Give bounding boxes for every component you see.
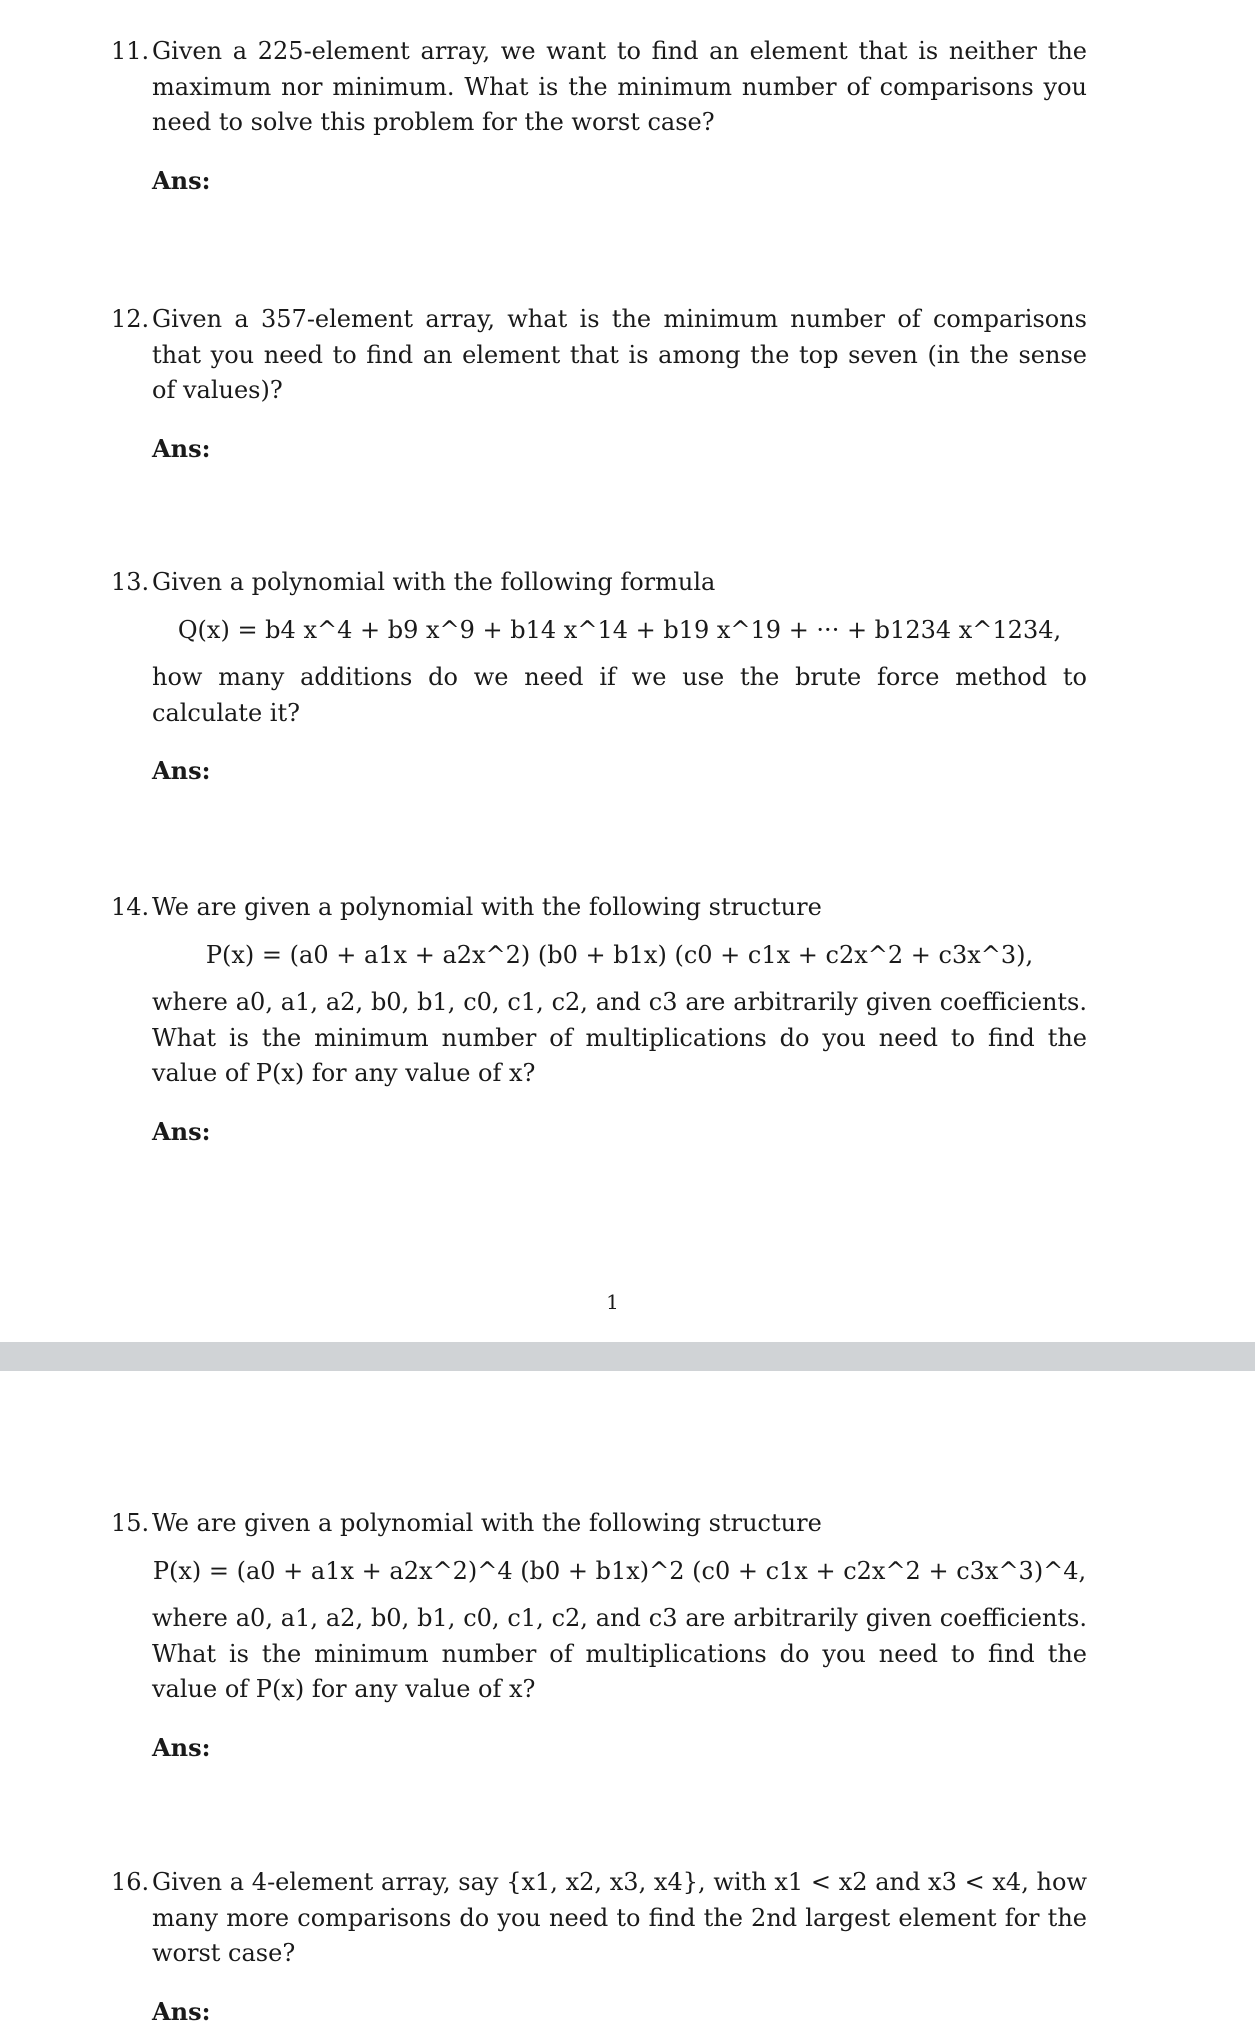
- answer-label: Ans:: [152, 165, 211, 195]
- question-text: where a0, a1, a2, b0, b1, c0, c1, c2, and c3 are arbitrarily given coefficients. What is the minimum number of multiplications do you need to find the value of P(x) for any value of x?: [152, 988, 1087, 1087]
- question-number: 13.: [111, 568, 150, 596]
- formula: Q(x) = b4 x^4 + b9 x^9 + b14 x^14 + b19 x^19 + ··· + b1234 x^1234,: [177, 615, 1062, 644]
- question-number: 14.: [111, 893, 150, 921]
- answer-label: Ans:: [152, 1732, 211, 1762]
- question-intro: We are given a polynomial with the following structure: [152, 893, 822, 921]
- answer-label: Ans:: [152, 1116, 211, 1146]
- question-11: [111, 34, 1087, 198]
- question-intro: Given a polynomial with the following formula: [152, 568, 716, 596]
- question-text: Given a 357-element array, what is the minimum number of comparisons that you need to find an element that is among the top seven (in the sense of values)?: [152, 305, 1087, 404]
- page-separator: [0, 1342, 1255, 1371]
- question-16: [111, 1865, 1087, 2029]
- document-page-2: [0, 1371, 1255, 2040]
- question-number: 16.: [111, 1868, 150, 1896]
- question-number: 15.: [111, 1509, 150, 1537]
- question-13: [111, 565, 1087, 789]
- question-text: where a0, a1, a2, b0, b1, c0, c1, c2, and c3 are arbitrarily given coefficients. What is the minimum number of multiplications do you need to find the value of P(x) for any value of x?: [152, 1604, 1087, 1703]
- page-number: 1: [606, 1290, 619, 1314]
- formula: P(x) = (a0 + a1x + a2x^2) (b0 + b1x) (c0 + c1x + c2x^2 + c3x^3),: [205, 940, 1034, 969]
- answer-label: Ans:: [152, 433, 211, 463]
- answer-label: Ans:: [152, 756, 211, 785]
- question-12: [111, 302, 1087, 466]
- question-text: Given a 225-element array, we want to find an element that is neither the maximum nor minimum. What is the minimum number of comparisons you need to solve this problem for the worst case?: [152, 37, 1087, 136]
- question-15: [111, 1506, 1087, 1765]
- formula: P(x) = (a0 + a1x + a2x^2)^4 (b0 + b1x)^2 (c0 + c1x + c2x^2 + c3x^3)^4,: [152, 1556, 1087, 1585]
- question-14: [111, 890, 1087, 1149]
- question-text: Given a 4-element array, say {x1, x2, x3, x4}, with x1 < x2 and x3 < x4, how many more comparisons do you need to find the 2nd largest element for the worst case?: [152, 1868, 1087, 1967]
- question-intro: We are given a polynomial with the following structure: [152, 1509, 822, 1537]
- question-number: 11.: [111, 37, 150, 65]
- question-text: how many additions do we need if we use the brute force method to calculate it?: [152, 663, 1087, 727]
- answer-label: Ans:: [152, 1996, 211, 2026]
- question-number: 12.: [111, 305, 150, 333]
